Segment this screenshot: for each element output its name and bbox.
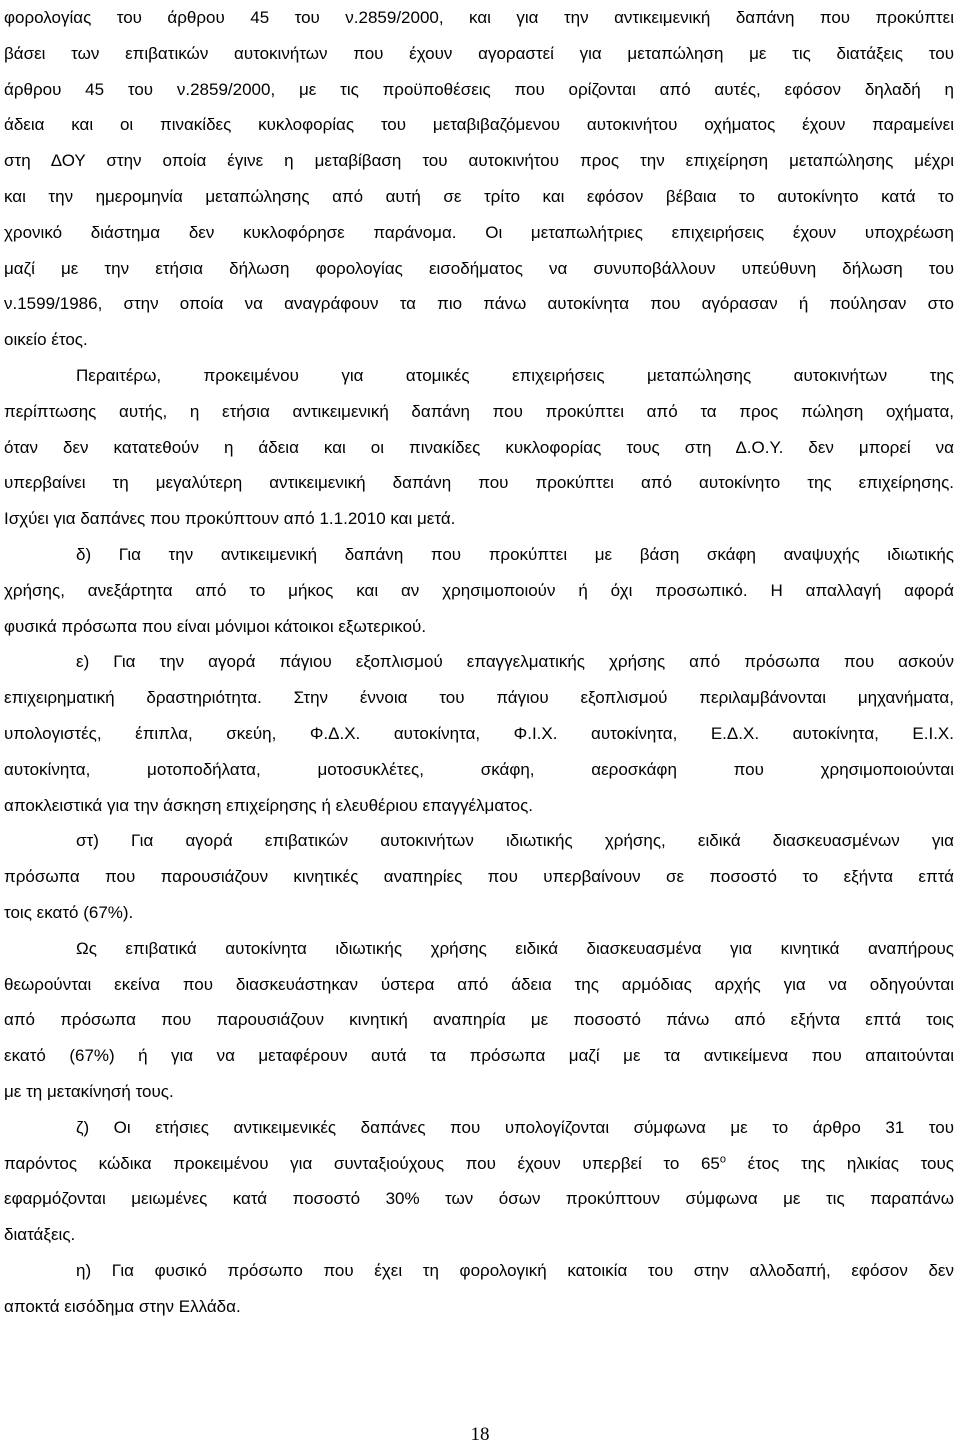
text-line: φυσικά πρόσωπα που είναι μόνιμοι κάτοικοι εξωτερικού. [4, 616, 427, 636]
text-line: και την ημερομηνία μεταπώλησης από αυτή σε τρίτο και εφόσον βέβαια το αυτοκίνητο κατά το [4, 186, 954, 206]
text-line: αποκλειστικά για την άσκηση επιχείρησης ή ελευθέριου επαγγέλματος. [4, 795, 534, 815]
text-line: ζ) Οι ετήσιες αντικειμενικές δαπάνες που υπολογίζονται σύμφωνα με το άρθρο 31 του [76, 1117, 954, 1137]
text-line: Ως επιβατικά αυτοκίνητα ιδιωτικής χρήσης ειδικά διασκευασμένα για κινητικά αναπήρους [76, 938, 954, 958]
page-number: 18 [470, 1424, 490, 1445]
text-line: τοις εκατό (67%). [4, 902, 134, 922]
text-line: εφαρμόζονται μειωμένες κατά ποσοστό 30% των όσων προκύπτουν σύμφωνα με τις παραπάνω [4, 1189, 954, 1209]
text-line: άδεια και οι πινακίδες κυκλοφορίας του μεταβιβαζόμενου αυτοκινήτου οχήματος έχουν παραμείνει [4, 115, 954, 135]
text-line: χρονικό διάστημα δεν κυκλοφόρησε παράνομα. Οι μεταπωλήτριες επιχειρήσεις έχουν υποχρέωση [4, 222, 954, 242]
paragraph [4, 0, 954, 358]
text-line: η) Για φυσικό πρόσωπο που έχει τη φορολογική κατοικία του στην αλλοδαπή, εφόσον δεν [76, 1260, 954, 1280]
paragraph [4, 823, 954, 930]
paragraph [4, 931, 954, 1110]
text-line: χρήσης, ανεξάρτητα από το μήκος και αν χρησιμοποιούν ή όχι προσωπικό. Η απαλλαγή αφορά [4, 580, 954, 600]
text-line: Ισχύει για δαπάνες που προκύπτουν από 1.1.2010 και μετά. [4, 509, 456, 529]
text-line: φορολογίας του άρθρου 45 του ν.2859/2000, και για την αντικειμενική δαπάνη που προκύπτει [4, 8, 954, 27]
text-line: αποκτά εισόδημα στην Ελλάδα. [4, 1296, 241, 1316]
document-body [4, 0, 954, 1324]
text-line: Περαιτέρω, προκειμένου για ατομικές επιχειρήσεις μεταπώλησης αυτοκινήτων της [76, 365, 954, 385]
text-line: αυτοκίνητα, μοτοποδήλατα, μοτοσυκλέτες, σκάφη, αεροσκάφη που χρησιμοποιούνται [4, 759, 954, 779]
text-line: διατάξεις. [4, 1225, 76, 1245]
text-line: ν.1599/1986, στην οποία να αναγράφουν τα πιο πάνω αυτοκίνητα που αγόρασαν ή πούλησαν στο [4, 294, 954, 314]
text-line: στη ΔΟΥ στην οποία έγινε η μεταβίβαση του αυτοκινήτου προς την επιχείρηση μεταπώλησης μέχρι [4, 151, 954, 171]
text-line: επιχειρηματική δραστηριότητα. Στην έννοια του πάγιου εξοπλισμού περιλαμβάνονται μηχανήματα, [4, 688, 954, 708]
text-line: όταν δεν κατατεθούν η άδεια και οι πινακίδες κυκλοφορίας τους στη Δ.Ο.Υ. δεν μπορεί να [4, 437, 954, 457]
text-line: υπολογιστές, έπιπλα, σκεύη, Φ.Δ.Χ. αυτοκίνητα, Φ.Ι.Χ. αυτοκίνητα, Ε.Δ.Χ. αυτοκίνητα, Ε.Ι.Χ. [4, 723, 954, 743]
text-line: εκατό (67%) ή για να μεταφέρουν αυτά τα πρόσωπα μαζί με τα αντικείμενα που απαιτούνται [4, 1046, 954, 1066]
text-line: παρόντος κώδικα προκειμένου για συνταξιούχους που έχουν υπερβεί το $65^o$ έτος της ηλικίας τους [4, 1152, 954, 1173]
paragraph [4, 358, 954, 537]
paragraph [4, 1253, 954, 1325]
text-line: ε) Για την αγορά πάγιου εξοπλισμού επαγγελματικής χρήσης από πρόσωπα που ασκούν [76, 652, 954, 672]
text-line: στ) Για αγορά επιβατικών αυτοκινήτων ιδιωτικής χρήσης, ειδικά διασκευασμένων για [76, 831, 954, 851]
text-line: με τη μετακίνησή τους. [4, 1081, 174, 1101]
text-line: μαζί με την ετήσια δήλωση φορολογίας εισοδήματος να συνυποβάλλουν υπεύθυνη δήλωση του [4, 258, 954, 278]
text-line: άρθρου 45 του ν.2859/2000, με τις προϋποθέσεις που ορίζονται από αυτές, εφόσον δηλαδή η [4, 79, 954, 99]
paragraph [4, 537, 954, 644]
text-line: πρόσωπα που παρουσιάζουν κινητικές αναπηρίες που υπερβαίνουν σε ποσοστό το εξήντα επτά [4, 867, 954, 887]
text-line: θεωρούνται εκείνα που διασκευάστηκαν ύστερα από άδεια της αρμόδιας αρχής για να οδηγούνται [4, 974, 954, 994]
text-line: βάσει των επιβατικών αυτοκινήτων που έχουν αγοραστεί για μεταπώληση με τις διατάξεις του [4, 43, 954, 63]
text-line: δ) Για την αντικειμενική δαπάνη που προκύπτει με βάση σκάφη αναψυχής ιδιωτικής [76, 544, 954, 564]
paragraph [4, 644, 954, 823]
text-line: υπερβαίνει τη μεγαλύτερη αντικειμενική δαπάνη που προκύπτει από αυτοκίνητο της επιχείρησης. [4, 473, 954, 493]
paragraph [4, 1110, 954, 1253]
text-line: οικείο έτος. [4, 330, 88, 350]
text-line: περίπτωσης αυτής, η ετήσια αντικειμενική δαπάνη που προκύπτει από τα προς πώληση οχήματα, [4, 401, 954, 421]
text-line: από πρόσωπα που παρουσιάζουν κινητική αναπηρία με ποσοστό πάνω από εξήντα επτά τοις [4, 1010, 954, 1030]
